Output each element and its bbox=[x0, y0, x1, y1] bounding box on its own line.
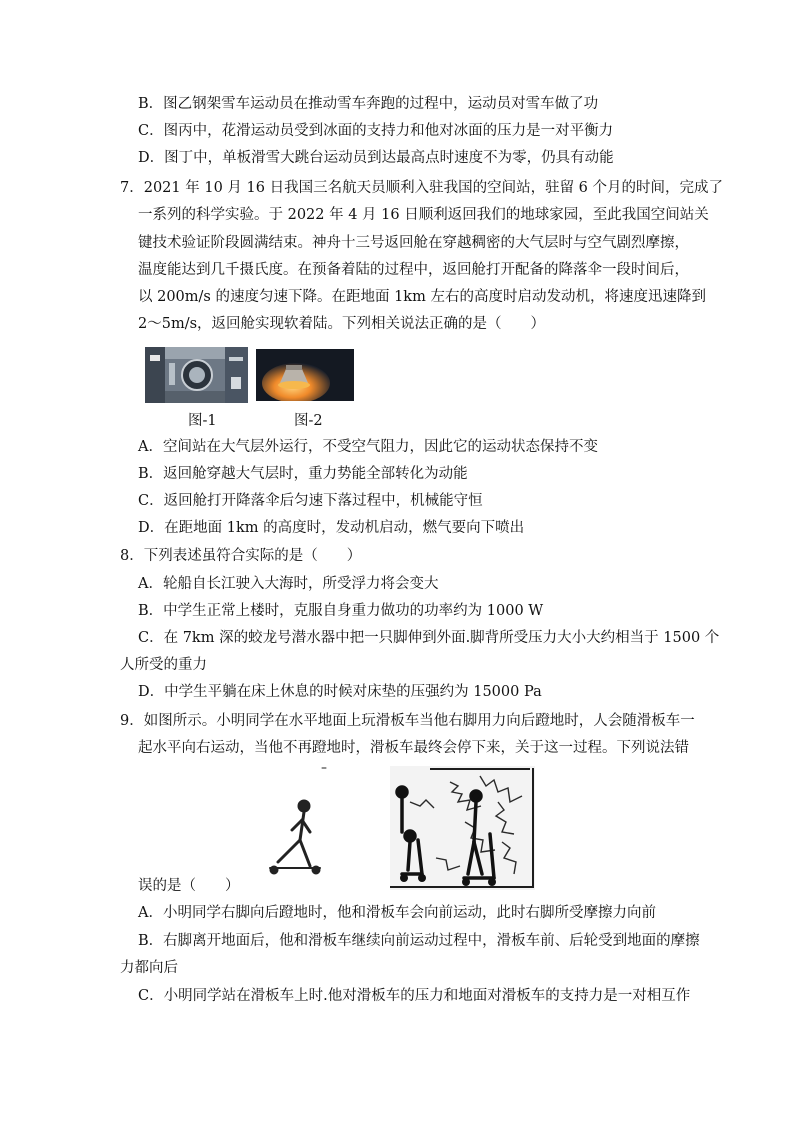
figure-2-caption: 图-2 bbox=[294, 413, 323, 429]
figure-2-reentry-capsule-photo bbox=[256, 349, 354, 401]
q6-option-d: D．图丁中，单板滑雪大跳台运动员到达最高点时速度不为零，仍具有动能 bbox=[138, 150, 614, 166]
q9-stem-line-3: 误的是（ ） bbox=[138, 878, 240, 894]
q8-stem: 8．下列表述虽符合实际的是（ ） bbox=[120, 548, 362, 564]
q9-option-c: C．小明同学站在滑板车上时.他对滑板车的压力和地面对滑板车的支持力是一对相互作 bbox=[138, 988, 691, 1004]
q7-stem-line-2: 一系列的科学实验。于 2022 年 4 月 16 日顺利返回我们的地球家园，至此我国空间站关 bbox=[138, 207, 709, 223]
q9-option-b-cont: 力都向后 bbox=[120, 960, 178, 976]
q9-stem-line-2: 起水平向右运动，当他不再蹬地时，滑板车最终会停下来，关于这一过程。下列说法错 bbox=[138, 740, 689, 756]
q9-stem-line-1: 9．如图所示。小明同学在水平地面上玩滑板车当他右脚用力向后蹬地时，人会随滑板车一 bbox=[120, 713, 695, 729]
q7-option-b: B．返回舱穿越大气层时，重力势能全部转化为动能 bbox=[138, 466, 468, 482]
q7-stem-line-6: 2～5m/s，返回舱实现软着陆。下列相关说法正确的是（ ） bbox=[138, 316, 546, 332]
q6-option-c: C．图丙中，花滑运动员受到冰面的支持力和他对冰面的压力是一对平衡力 bbox=[138, 123, 614, 139]
q7-stem-line-3: 键技术验证阶段圆满结束。神舟十三号返回舱在穿越稠密的大气层时与空气剧烈摩擦， bbox=[138, 235, 689, 251]
q8-option-c-cont: 人所受的重力 bbox=[120, 657, 207, 673]
q7-stem-line-1: 7．2021 年 10 月 16 日我国三名航天员顺利入驻我国的空间站，驻留 6 个月的时间，完成了 bbox=[120, 180, 724, 196]
q8-option-a: A．轮船自长江驶入大海时，所受浮力将会变大 bbox=[138, 576, 439, 592]
q7-option-d: D．在距地面 1km 的高度时，发动机启动，燃气要向下喷出 bbox=[138, 520, 525, 536]
q7-option-c: C．返回舱打开降落伞后匀速下落过程中，机械能守恒 bbox=[138, 493, 483, 509]
q9-option-b: B．右脚离开地面后，他和滑板车继续向前运动过程中，滑板车前、后轮受到地面的摩擦 bbox=[138, 933, 700, 949]
figure-1-caption: 图-1 bbox=[188, 413, 217, 429]
figure-1-space-station-photo bbox=[145, 347, 248, 403]
q7-option-a: A．空间站在大气层外运行，不受空气阻力，因此它的运动状态保持不变 bbox=[138, 439, 598, 455]
q7-stem-line-5: 以 200m/s 的速度匀速下降。在距地面 1km 左右的高度时启动发动机，将速度迅速降到 bbox=[138, 289, 706, 305]
q6-option-b: B．图乙钢架雪车运动员在推动雪车奔跑的过程中，运动员对雪车做了功 bbox=[138, 96, 599, 112]
q9-option-a: A．小明同学右脚向后蹬地时，他和滑板车会向前运动，此时右脚所受摩擦力向前 bbox=[138, 905, 656, 921]
q8-option-b: B．中学生正常上楼时，克服自身重力做功的功率约为 1000 W bbox=[138, 603, 544, 619]
q7-stem-line-4: 温度能达到几千摄氏度。在预备着陆的过程中，返回舱打开配备的降落伞一段时间后， bbox=[138, 262, 689, 278]
q9-scooter-figure bbox=[250, 762, 540, 892]
q8-option-c: C．在 7km 深的蛟龙号潜水器中把一只脚伸到外面.脚背所受压力大小大约相当于 1500 个 bbox=[138, 630, 720, 646]
q8-option-d: D．中学生平躺在床上休息的时候对床垫的压强约为 15000 Pa bbox=[138, 684, 542, 700]
